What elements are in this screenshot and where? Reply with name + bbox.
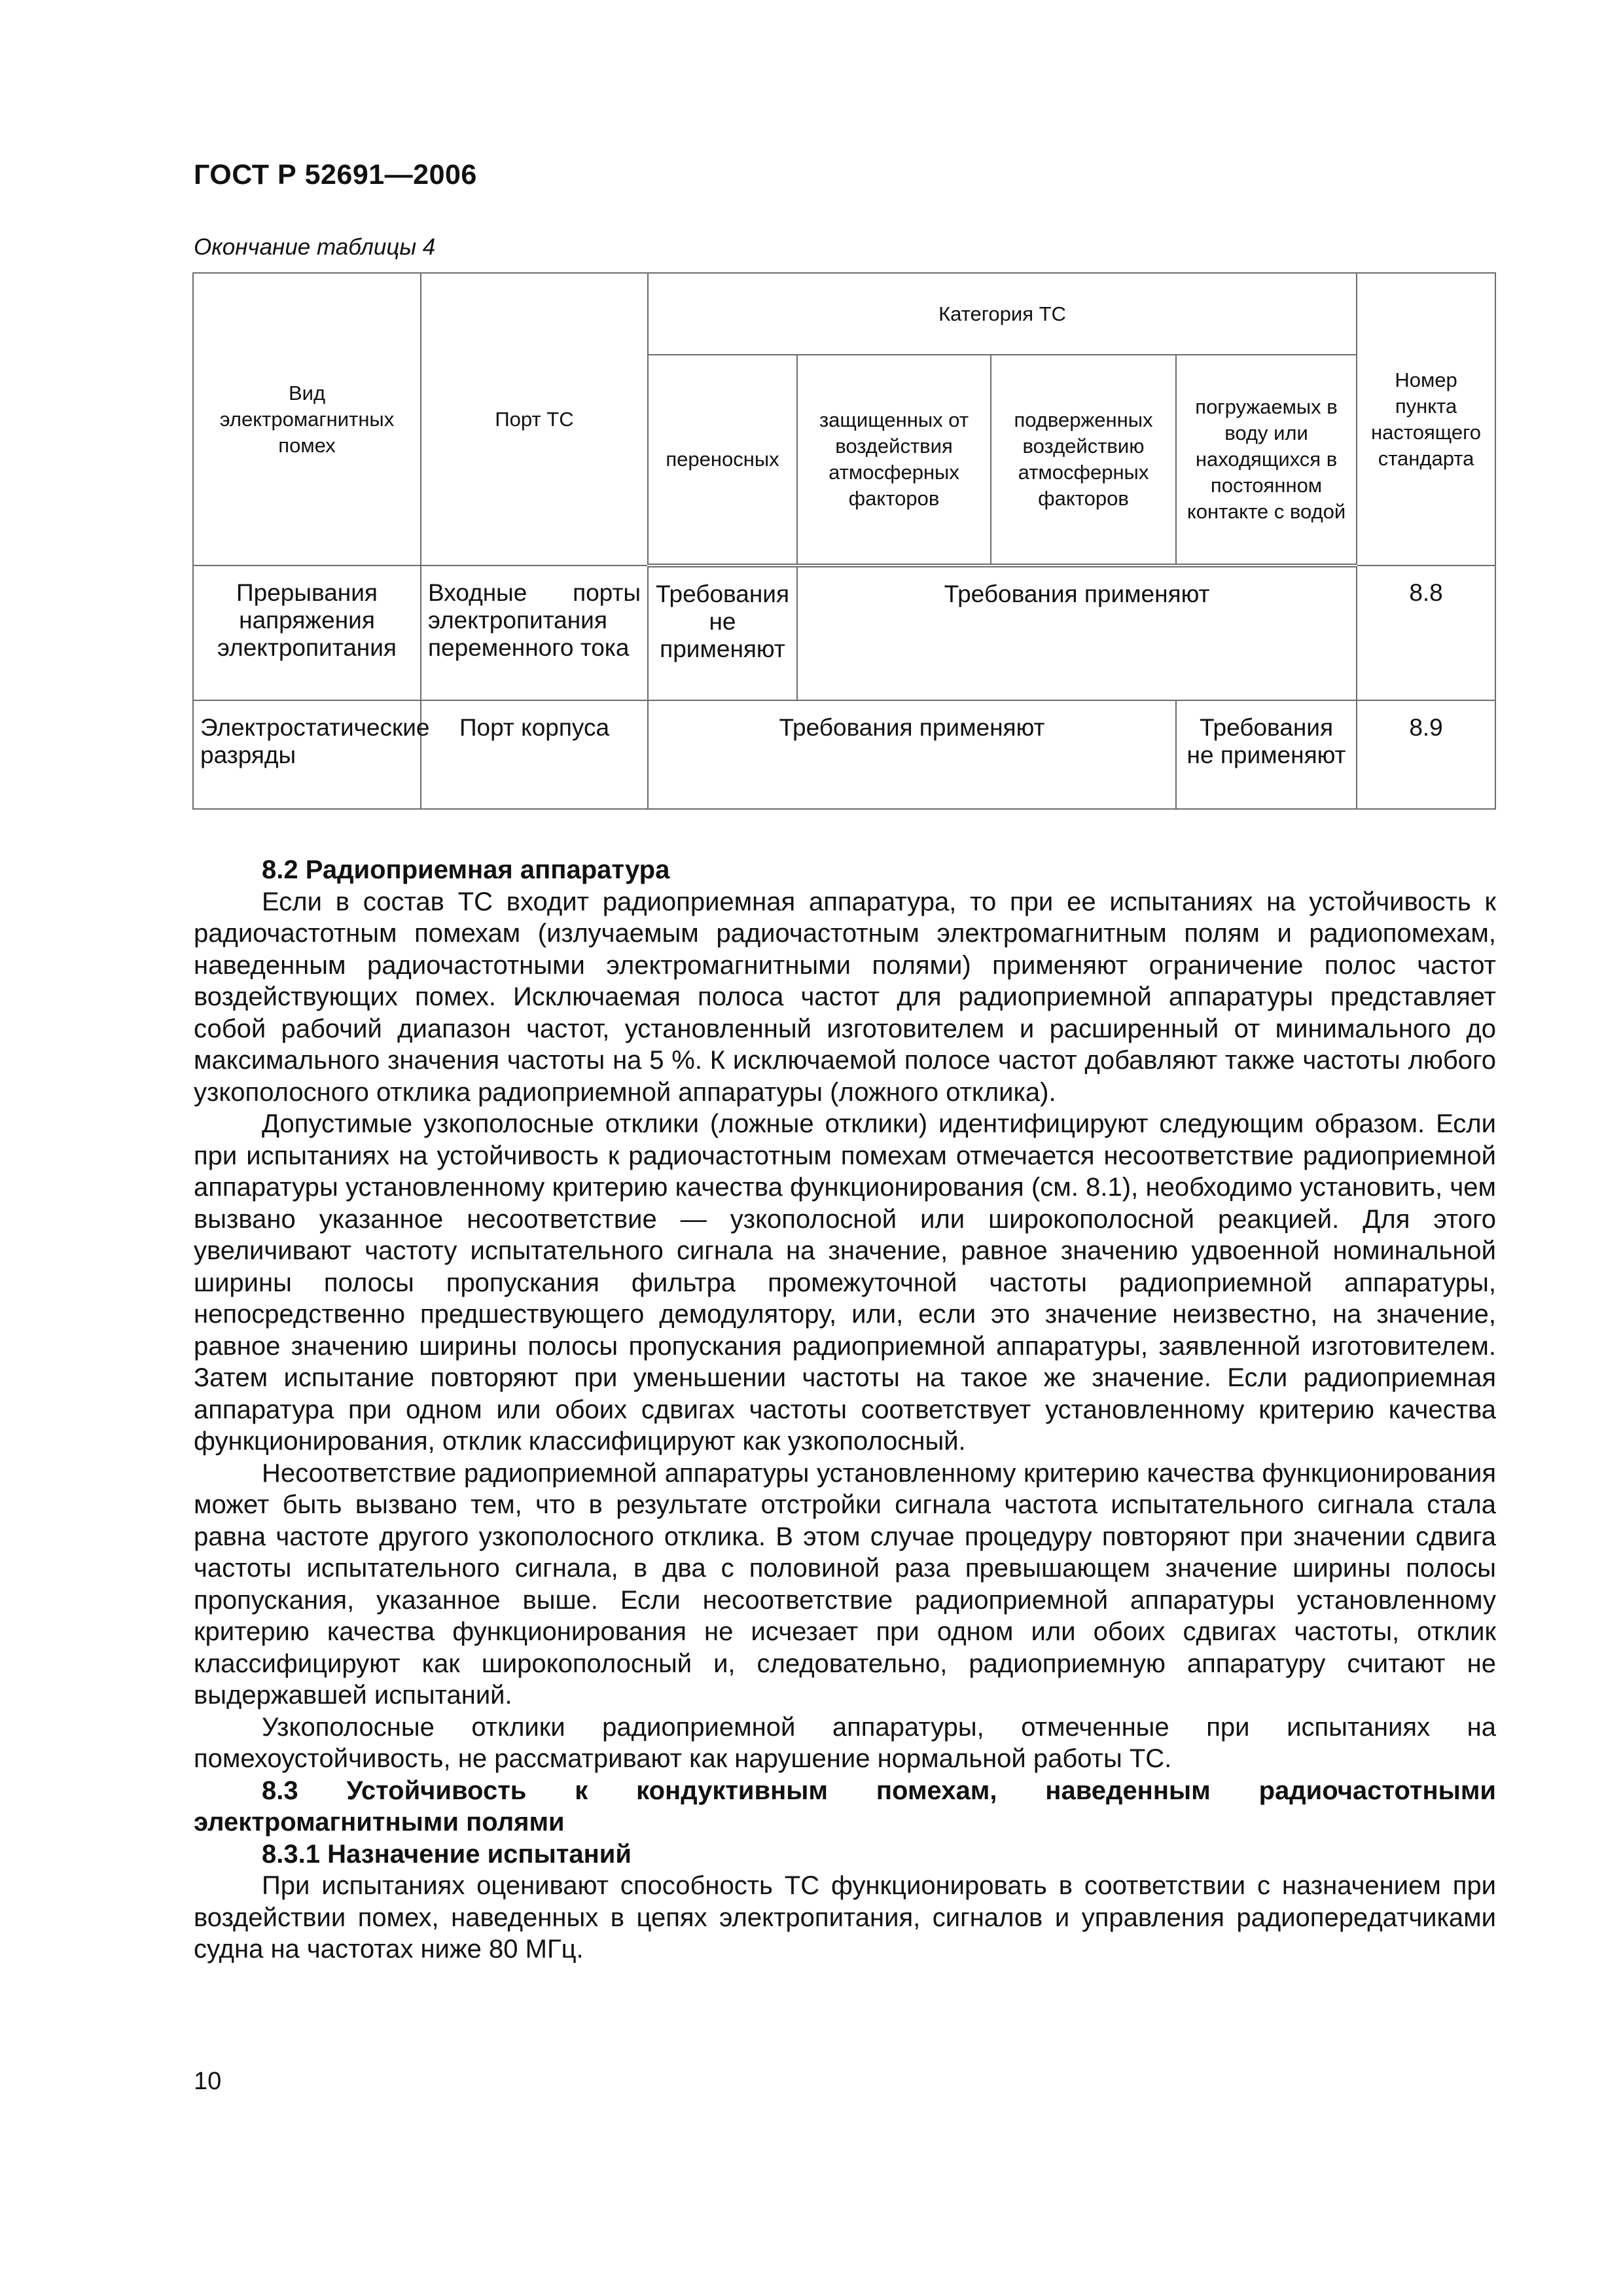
table-row (193, 565, 1495, 700)
paragraph: Несоответствие радиоприемной аппаратуры установленному критерию качества функционирования может быть вызвано тем, что в результате отстройки сигнала частота испытательного сигнала стала равна частоте другого узкополосного отклика. В этом случае процедуру повторяют при значении сдвига частоты испытательного сигнала, в два с половиной раза превышающем значение ширины полосы пропускания, указанное выше. Если несоответствие радиоприемной аппаратуры установленному критерию качества функционирования не исчезает при одном или обоих сдвигах частоты, отклик классифицируют как широкополосный и, следовательно, радиоприемную аппаратуру считают не выдержавшей испытаний. (194, 1458, 1496, 1710)
standard-header: ГОСТ Р 52691—2006 (194, 159, 477, 190)
paragraph: Если в состав ТС входит радиоприемная аппаратура, то при ее испытаниях на устойчивость к радиочастотным помехам (излучаемым радиочастотным электромагнитным полям и радиопомехам, наведенным радиочастотными электромагнитными полями) применяют ограничение полос частот воздействующих помех. Исключаемая полоса частот для радиоприемной аппаратуры представляет собой рабочий диапазон частот, установленный изготовителем и расширенный от минимального до максимального значения частоты на 5 %. К исключаемой полосе частот добавляют также частоты любого узкополосного отклика радиоприемной аппаратуры (ложного отклика). (194, 887, 1496, 1107)
cell-port: Порт корпуса (421, 700, 648, 809)
table-4 (192, 272, 1496, 810)
cell-requirements: Требования применяют (648, 700, 1176, 809)
header-submerged: погружаемых в воду или находящихся в постоянном контакте с водой (1176, 355, 1357, 565)
header-interference-type: Вид электромагнитных помех (193, 273, 421, 565)
cell-port: Входные порты электропитания переменного тока (421, 565, 648, 700)
header-portable: переносных (648, 355, 797, 565)
header-port: Порт ТС (421, 273, 648, 565)
header-protected: защищенных от воздействия атмосферных факторов (797, 355, 991, 565)
body-text (194, 854, 1496, 1965)
cell-clause: 8.8 (1357, 565, 1495, 700)
cell-requirements: Требования применяют (797, 565, 1357, 700)
paragraph: При испытаниях оценивают способность ТС функционировать в соответствии с назначением при воздействии помех, наведенных в цепях электропитания, сигналов и управления радиопередатчиками судна на частотах ниже 80 МГц. (194, 1871, 1496, 1964)
cell-clause: 8.9 (1357, 700, 1495, 809)
section-heading: 8.3 Устойчивость к кондуктивным помехам, наведенным радиочастотными электромагнитными полями (194, 1776, 1496, 1837)
cell-portable: Требования не применяют (648, 565, 797, 700)
table-caption: Окончание таблицы 4 (194, 234, 436, 260)
header-exposed: подверженных воздействию атмосферных факторов (991, 355, 1176, 565)
cell-submerged: Требования не применяют (1176, 700, 1357, 809)
subsection-heading: 8.3.1 Назначение испытаний (262, 1839, 632, 1869)
paragraph: Узкополосные отклики радиоприемной аппаратуры, отмеченные при испытаниях на помехоустойчивость, не рассматривают как нарушение нормальной работы ТС. (194, 1712, 1496, 1773)
page-number: 10 (194, 2068, 222, 2095)
paragraph: Допустимые узкополосные отклики (ложные отклики) идентифицируют следующим образом. Если при испытаниях на устойчивость к радиочастотным помехам отмечается несоответствие радиоприемной аппаратуры установленному критерию качества функционирования (см. 8.1), необходимо установить, чем вызвано указанное несоответствие — узкополосной или широкополосной реакцией. Для этого увеличивают частоту испытательного сигнала на значение, равное значению удвоенной номинальной ширины полосы пропускания фильтра промежуточной частоты радиоприемной аппаратуры, непосредственно предшествующего демодулятору, или, если это значение неизвестно, на значение, равное значению ширины полосы пропускания радиоприемной аппаратуры, заявленной изготовителем. Затем испытание повторяют при уменьшении частоты на такое же значение. Если радиоприемная аппаратура при одном или обоих сдвигах частоты соответствует установленному критерию качества функционирования, отклик классифицируют как узкополосный. (194, 1109, 1496, 1456)
cell-type: Прерывания напряжения электропитания (193, 565, 421, 700)
header-category: Категория ТС (648, 273, 1357, 355)
header-clause-number: Номер пункта настоящего стандарта (1357, 273, 1495, 565)
section-heading: 8.2 Радиоприемная аппаратура (262, 855, 670, 884)
table-row (193, 700, 1495, 809)
cell-type: Электростатические разряды (193, 700, 421, 809)
